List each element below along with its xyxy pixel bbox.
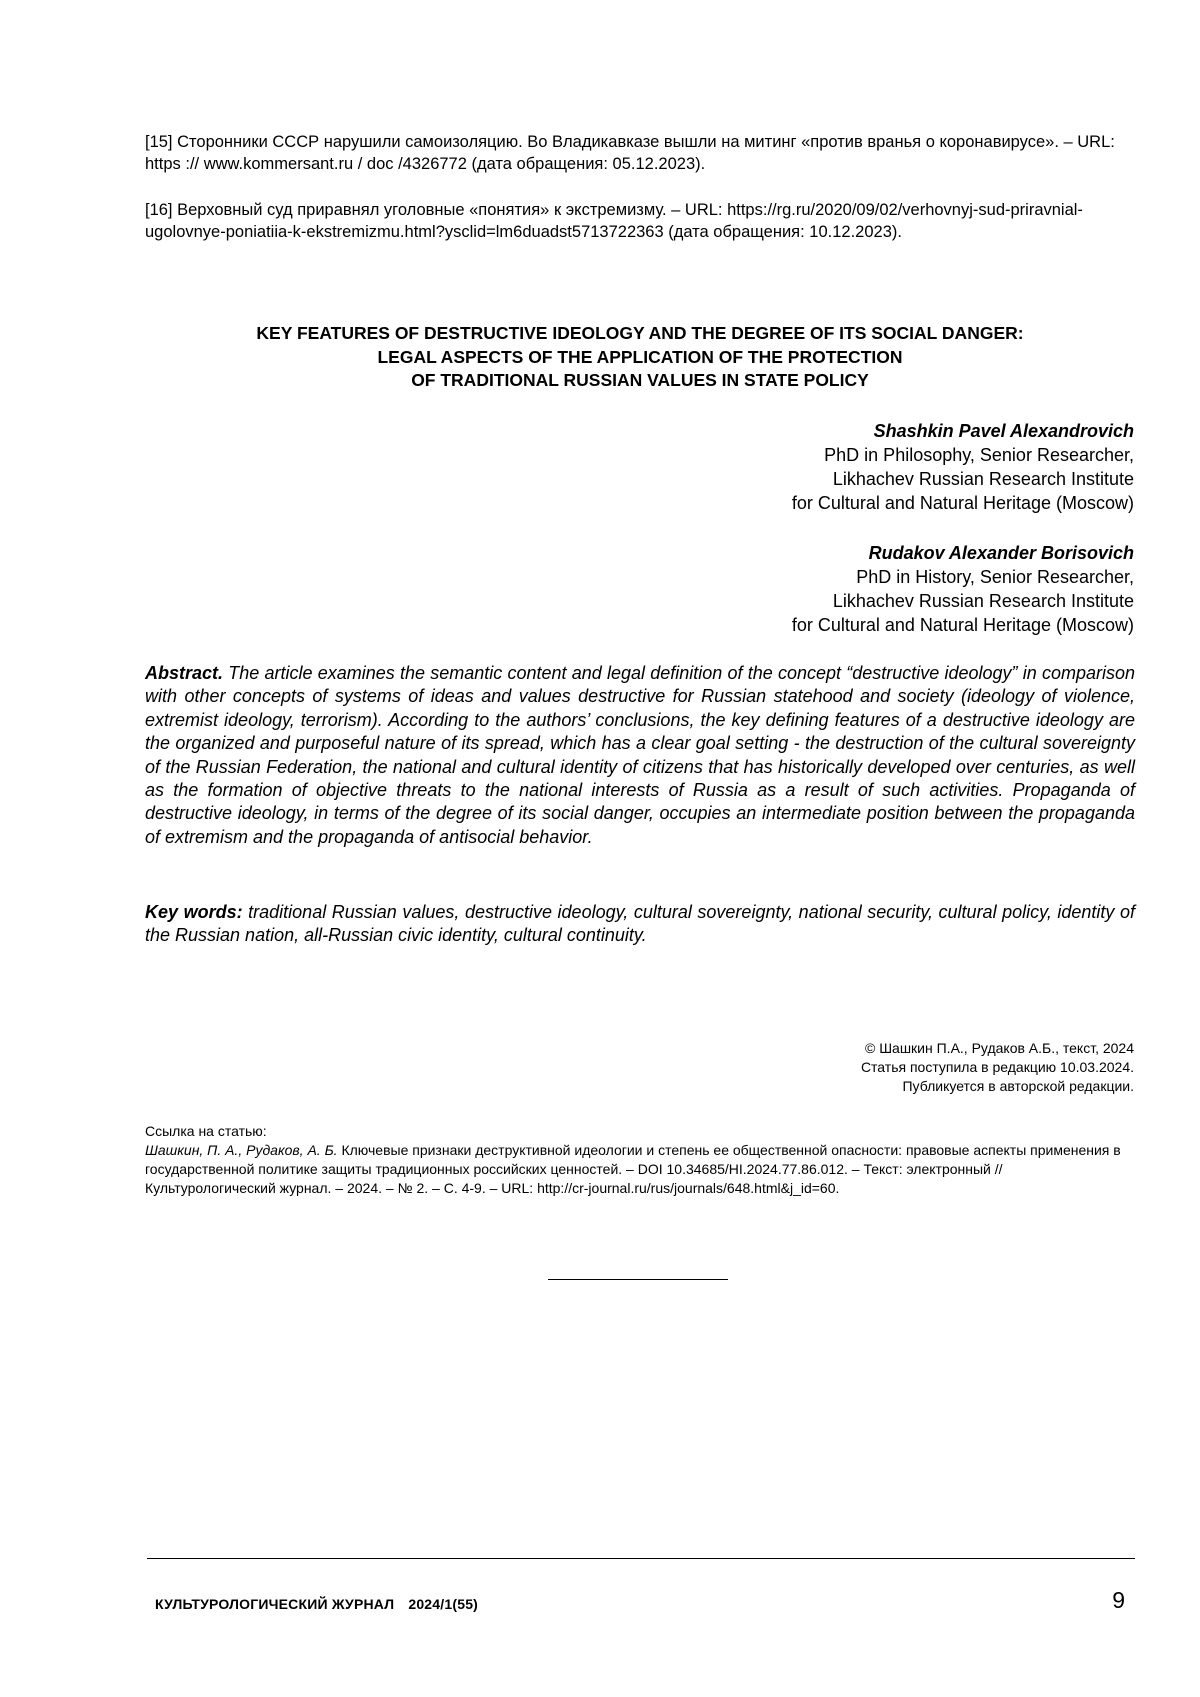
journal-issue: 2024/1(55)	[408, 1596, 479, 1612]
title-line-2: LEGAL ASPECTS OF THE APPLICATION OF THE PROTECTION	[377, 346, 903, 367]
reference-15: [15] Сторонники СССР нарушили самоизоляцию. Во Владикавказе вышли на митинг «против вранья о коронавирусе». – URL: https :// www.kommersant.ru / doc /4326772 (дата обращения: 05.12.2023).	[145, 133, 1115, 173]
journal-title: КУЛЬТУРОЛОГИЧЕСКИЙ ЖУРНАЛ	[155, 1596, 395, 1612]
page-number: 9	[1112, 1587, 1125, 1613]
keywords-text: traditional Russian values, destructive ideology, cultural sovereignty, national security, cultural policy, identity of the Russian nation, all-Russian civic identity, cultural continuity.	[145, 902, 1135, 946]
keywords-label: Key words:	[145, 902, 243, 922]
author-institute-city: for Cultural and Natural Heritage (Moscow)	[791, 615, 1134, 635]
article-title	[145, 322, 1135, 393]
author-institute: Likhachev Russian Research Institute	[832, 469, 1134, 489]
author-block-2	[434, 541, 1134, 637]
title-line-3: OF TRADITIONAL RUSSIAN VALUES IN STATE POLICY	[411, 370, 869, 390]
author-name: Shashkin Pavel Alexandrovich	[873, 421, 1134, 441]
citation-body	[145, 1141, 1135, 1198]
citation-label: Ссылка на статью:	[145, 1123, 267, 1139]
footer-journal-name	[155, 1596, 478, 1612]
citation-authors: Шашкин, П. А., Рудаков, А. Б.	[145, 1142, 338, 1158]
received-date-line: Статья поступила в редакцию 10.03.2024.	[860, 1059, 1134, 1075]
author-block-1	[434, 419, 1134, 515]
abstract-label: Abstract.	[145, 663, 224, 683]
keywords	[145, 901, 1135, 948]
copyright-block	[534, 1039, 1134, 1096]
citation-block	[145, 1122, 1135, 1198]
author-institute: Likhachev Russian Research Institute	[832, 591, 1134, 611]
title-line-1: KEY FEATURES OF DESTRUCTIVE IDEOLOGY AND THE DEGREE OF ITS SOCIAL DANGER:	[256, 323, 1024, 343]
author-degree: PhD in History, Senior Researcher,	[856, 567, 1134, 587]
edition-note-line: Публикуется в авторской редакции.	[902, 1078, 1134, 1094]
abstract-text: The article examines the semantic content and legal definition of the concept “destructive ideology” in comparison with other concepts of systems of ideas and values destructive for Russian statehood and society (ideology of violence, extremist ideology, terrorism). According to the authors’ conclusions, the key defining features of a destructive ideology are the organized and purposeful nature of its spread, which has a clear goal setting - the destruction of the cultural sovereignty of the Russian Federation, the national and cultural identity of citizens that has historically developed over centuries, as well as the formation of objective threats to the national interests of Russia as a result of such activities. Propaganda of destructive ideology, in terms of the degree of its social danger, occupies an intermediate position between the propaganda of extremism and the propaganda of antisocial behavior.	[145, 663, 1135, 847]
author-institute-city: for Cultural and Natural Heritage (Moscow)	[791, 493, 1134, 513]
copyright-line: © Шашкин П.А., Рудаков А.Б., текст, 2024	[865, 1040, 1134, 1056]
reference-16: [16] Верховный суд приравнял уголовные «понятия» к экстремизму. – URL: https://rg.ru/2020/09/02/verhovnyj-sud-priravnial-ugolovnye-poniatiia-k-ekstremizmu.html?ysclid=lm6duadst5713722363 (дата обращения: 10.12.2023).	[145, 201, 1083, 241]
abstract	[145, 662, 1135, 849]
author-degree: PhD in Philosophy, Senior Researcher,	[824, 445, 1134, 465]
author-name: Rudakov Alexander Borisovich	[868, 543, 1134, 563]
citation-text: Ключевые признаки деструктивной идеологии и степень ее общественной опасности: правовые аспекты применения в государственной политике защиты традиционных российских ценностей. – DOI 10.34685/HI.2024.77.86.012. – Текст: электронный // Культурологический журнал. – 2024. – № 2. – С. 4-9. – URL: http://cr-journal.ru/rus/journals/648.html&j_id=60.	[145, 1142, 1121, 1196]
footer-divider	[147, 1558, 1135, 1559]
section-divider	[548, 1279, 728, 1280]
